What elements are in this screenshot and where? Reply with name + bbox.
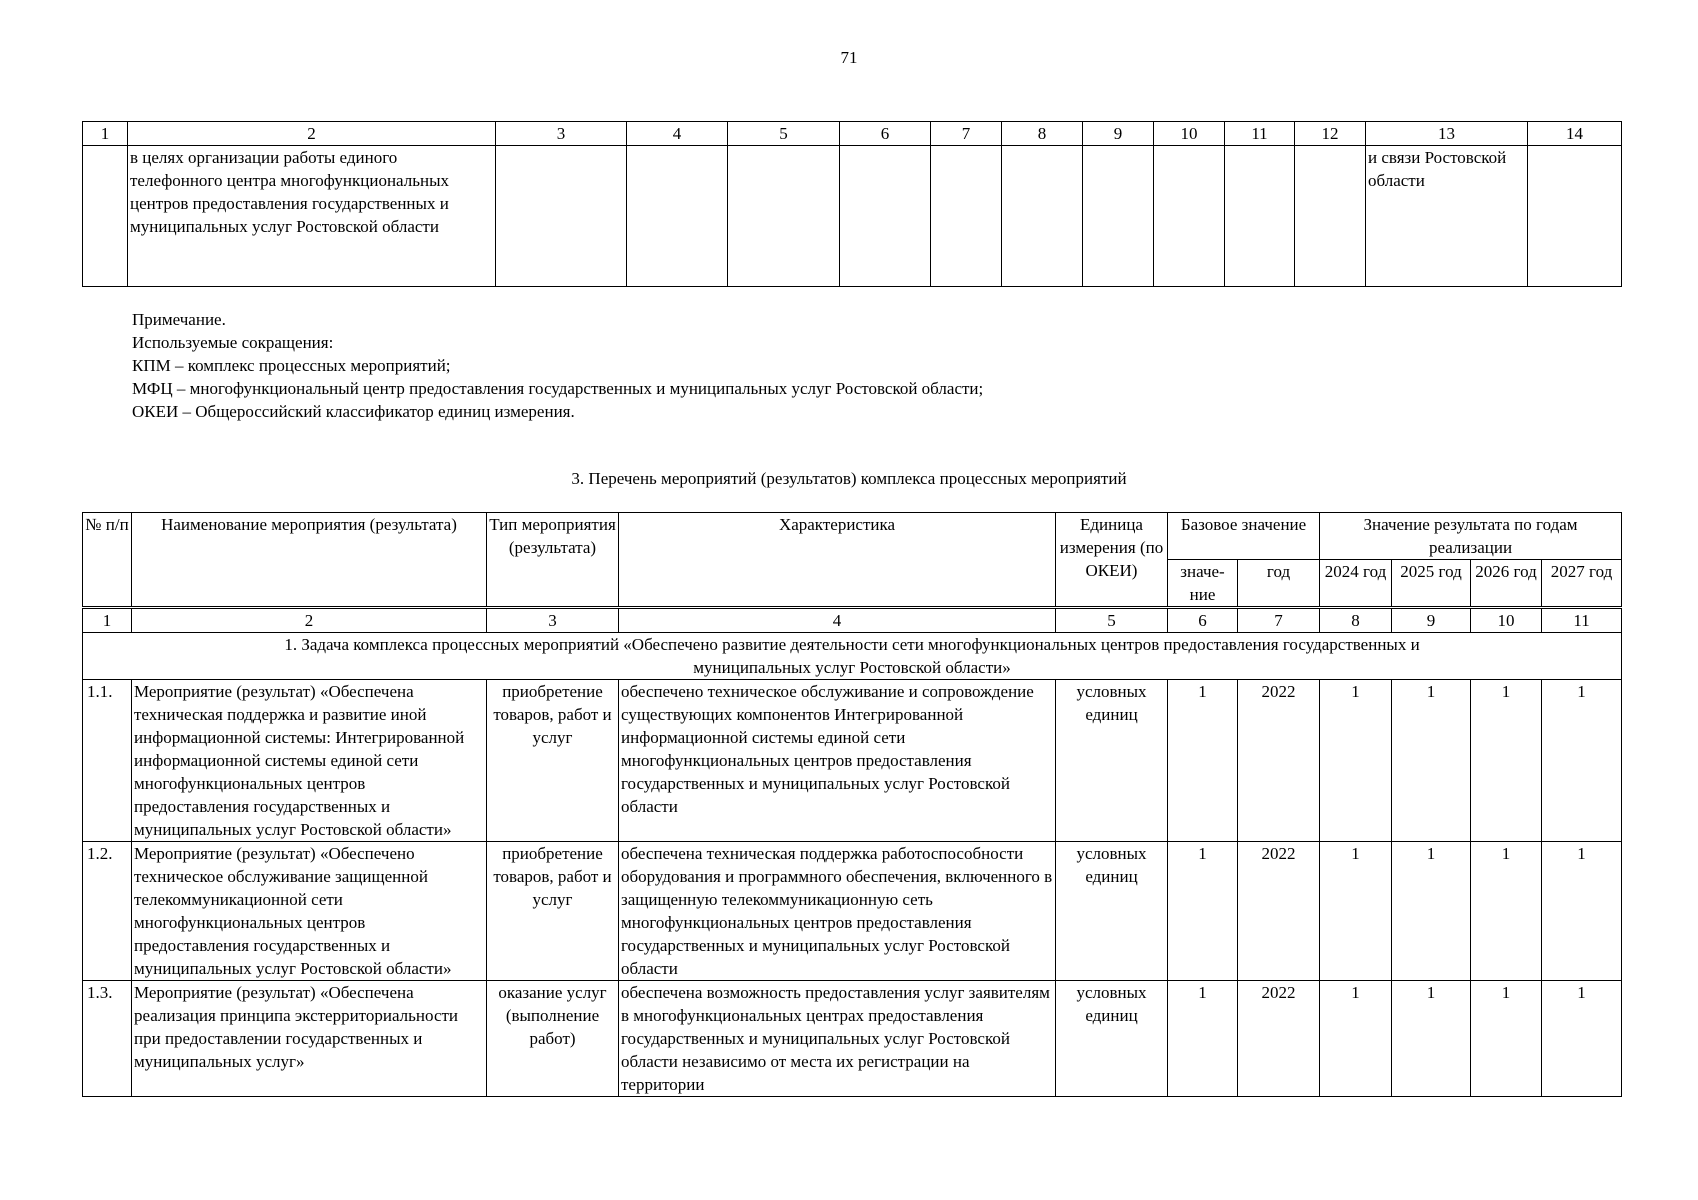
header-base-year: год	[1238, 560, 1320, 608]
header-num: № п/п	[83, 513, 132, 608]
row-number: 1.1.	[83, 680, 132, 842]
note-item: КПМ – комплекс процессных мероприятий;	[132, 356, 451, 375]
table-cell	[1295, 146, 1366, 287]
row-base-value: 1	[1168, 981, 1238, 1097]
table-cell-text: в целях организации работы единого телефонного центра многофункциональных центров предоставления государственных и муниципальных услуг Ростовской области	[128, 146, 496, 287]
row-value-2027: 1	[1542, 981, 1622, 1097]
activities-table	[82, 512, 1622, 1097]
column-number: 3	[496, 122, 627, 146]
table-cell	[1225, 146, 1295, 287]
header-year: 2025 год	[1392, 560, 1471, 608]
row-value-2025: 1	[1392, 680, 1471, 842]
table-cell	[1002, 146, 1083, 287]
row-number: 1.3.	[83, 981, 132, 1097]
row-value-2024: 1	[1320, 842, 1392, 981]
row-characteristic: обеспечено техническое обслуживание и сопровождение существующих компонентов Интегрированной информационной системы единой сети многофункциональных центров предоставления государственных и муниципальных услуг Ростовской области	[619, 680, 1056, 842]
row-value-2026: 1	[1471, 981, 1542, 1097]
row-value-2025: 1	[1392, 981, 1471, 1097]
column-number: 6	[840, 122, 931, 146]
row-value-2024: 1	[1320, 981, 1392, 1097]
note-item: ОКЕИ – Общероссийский классификатор единиц измерения.	[132, 402, 575, 421]
column-number: 1	[83, 122, 128, 146]
table-row	[83, 146, 1622, 287]
header-result: Значение результата по годам реализации	[1320, 513, 1622, 560]
row-base-year: 2022	[1238, 842, 1320, 981]
header-year: 2024 год	[1320, 560, 1392, 608]
row-type: приобретение товаров, работ и услуг	[487, 680, 619, 842]
column-number: 5	[728, 122, 840, 146]
table-row	[83, 981, 1622, 1097]
row-value-2024: 1	[1320, 680, 1392, 842]
column-number: 4	[627, 122, 728, 146]
table-cell	[83, 146, 128, 287]
column-number: 9	[1392, 608, 1471, 633]
header-unit: Единица измерения (по ОКЕИ)	[1056, 513, 1168, 608]
column-number: 2	[128, 122, 496, 146]
row-characteristic: обеспечена техническая поддержка работоспособности оборудования и программного обеспечения, включенного в защищенную телекоммуникационную сеть многофункциональных центров предоставления государственных и муниципальных услуг Ростовской области	[619, 842, 1056, 981]
header-base: Базовое значение	[1168, 513, 1320, 560]
column-number: 12	[1295, 122, 1366, 146]
column-number: 4	[619, 608, 1056, 633]
row-unit: условных единиц	[1056, 842, 1168, 981]
row-value-2025: 1	[1392, 842, 1471, 981]
column-number: 11	[1225, 122, 1295, 146]
row-value-2027: 1	[1542, 842, 1622, 981]
continuation-table	[82, 121, 1622, 287]
column-number: 13	[1366, 122, 1528, 146]
row-base-year: 2022	[1238, 981, 1320, 1097]
header-year: 2027 год	[1542, 560, 1622, 608]
column-number: 14	[1528, 122, 1622, 146]
table-cell	[931, 146, 1002, 287]
column-number: 10	[1154, 122, 1225, 146]
column-number-row	[83, 122, 1622, 146]
table-cell	[496, 146, 627, 287]
row-base-year: 2022	[1238, 680, 1320, 842]
row-value-2026: 1	[1471, 680, 1542, 842]
task-row	[83, 633, 1622, 680]
section-title: 3. Перечень мероприятий (результатов) комплекса процессных мероприятий	[571, 469, 1127, 488]
note-abbrev-heading: Используемые сокращения:	[132, 333, 334, 352]
row-base-value: 1	[1168, 680, 1238, 842]
column-number: 11	[1542, 608, 1622, 633]
row-name: Мероприятие (результат) «Обеспечена техническая поддержка и развитие иной информационной системы: Интегрированной информационной системы единой сети многофункциональных центров предоставления государственных и муниципальных услуг Ростовской области»	[132, 680, 487, 842]
column-number: 2	[132, 608, 487, 633]
table-cell	[1083, 146, 1154, 287]
header-year: 2026 год	[1471, 560, 1542, 608]
table-cell	[1154, 146, 1225, 287]
column-number-row	[83, 608, 1622, 633]
column-number: 8	[1002, 122, 1083, 146]
column-number: 6	[1168, 608, 1238, 633]
table-cell	[728, 146, 840, 287]
header-name: Наименование мероприятия (результата)	[132, 513, 487, 608]
row-unit: условных единиц	[1056, 680, 1168, 842]
row-value-2027: 1	[1542, 680, 1622, 842]
column-number: 5	[1056, 608, 1168, 633]
table-row	[83, 842, 1622, 981]
column-number: 1	[83, 608, 132, 633]
table-cell	[627, 146, 728, 287]
table-cell	[1528, 146, 1622, 287]
column-number: 9	[1083, 122, 1154, 146]
row-unit: условных единиц	[1056, 981, 1168, 1097]
row-type: оказание услуг (выполнение работ)	[487, 981, 619, 1097]
row-type: приобретение товаров, работ и услуг	[487, 842, 619, 981]
header-type: Тип мероприятия (результата)	[487, 513, 619, 608]
table-cell	[840, 146, 931, 287]
row-number: 1.2.	[83, 842, 132, 981]
column-number: 7	[1238, 608, 1320, 633]
note-title: Примечание.	[132, 310, 226, 329]
row-name: Мероприятие (результат) «Обеспечено техническое обслуживание защищенной телекоммуникационной сети многофункциональных центров предоставления государственных и муниципальных услуг Ростовской области»	[132, 842, 487, 981]
table-cell-text: и связи Ростовской области	[1366, 146, 1528, 287]
row-value-2026: 1	[1471, 842, 1542, 981]
column-number: 8	[1320, 608, 1392, 633]
note-block	[132, 308, 983, 423]
row-characteristic: обеспечена возможность предоставления услуг заявителям в многофункциональных центрах предоставления государственных и муниципальных услуг Ростовской области независимо от места их регистрации на территории	[619, 981, 1056, 1097]
header-base-value: значе-ние	[1168, 560, 1238, 608]
header-row	[83, 513, 1622, 560]
row-base-value: 1	[1168, 842, 1238, 981]
column-number: 7	[931, 122, 1002, 146]
column-number: 3	[487, 608, 619, 633]
column-number: 10	[1471, 608, 1542, 633]
row-name: Мероприятие (результат) «Обеспечена реализация принципа экстерриториальности при предоставлении государственных и муниципальных услуг»	[132, 981, 487, 1097]
table-row	[83, 680, 1622, 842]
page-number: 71	[840, 48, 858, 67]
header-characteristic: Характеристика	[619, 513, 1056, 608]
note-item: МФЦ – многофункциональный центр предоставления государственных и муниципальных услуг Ростовской области;	[132, 379, 984, 398]
task-title: 1. Задача комплекса процессных мероприятий «Обеспечено развитие деятельности сети многофункциональных центров предоставления государственных и муниципальных услуг Ростовской области»	[83, 633, 1622, 680]
